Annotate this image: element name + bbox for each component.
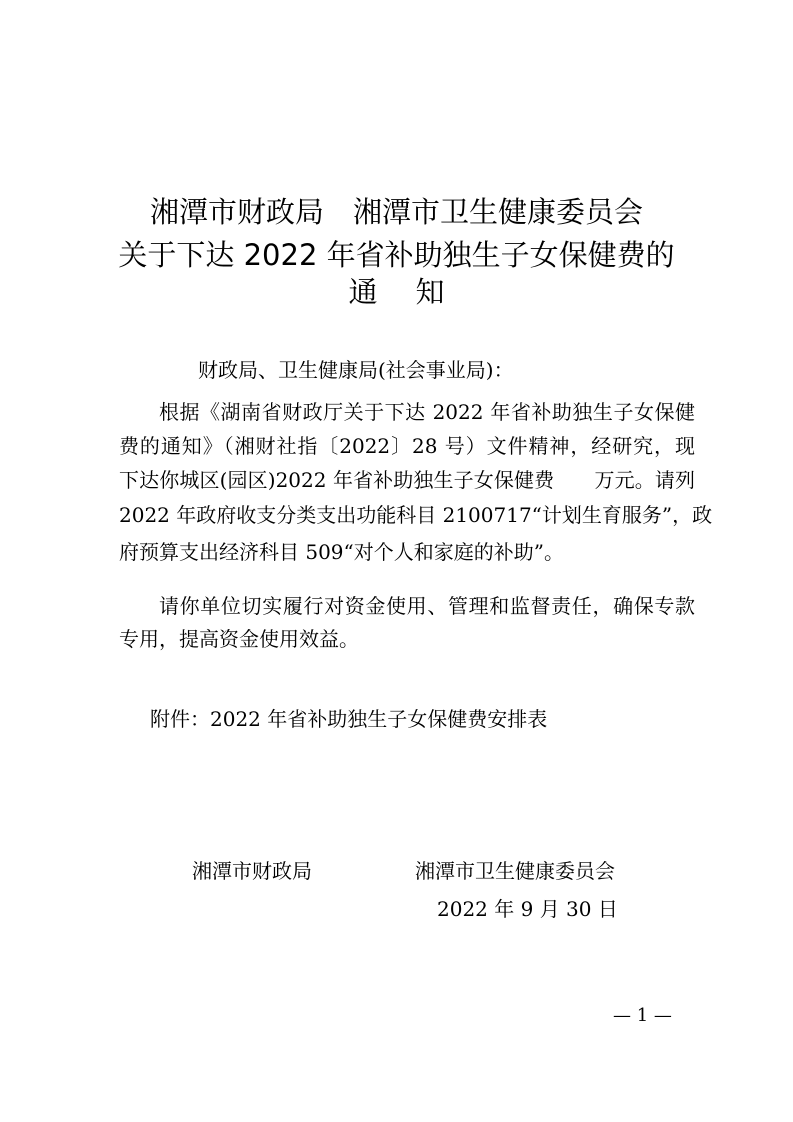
title-notice-text: 通知 bbox=[348, 275, 483, 309]
title-line-subject: 关于下达 2022 年省补助独生子女保健费的 bbox=[118, 238, 675, 272]
addressee: 财政局、卫生健康局(社会事业局)： bbox=[198, 358, 514, 382]
page-number: — 1 — bbox=[613, 1005, 672, 1026]
paragraph-2-line-1: 请你单位切实履行对资金使用、管理和监督责任，确保专款 bbox=[159, 594, 695, 618]
paragraph-1-line-3: 下达你城区(园区)2022 年省补助独生子女保健费 万元。请列 bbox=[119, 468, 695, 492]
signature-finance-bureau: 湘潭市财政局 bbox=[192, 859, 312, 883]
paragraph-1-line-2: 费的通知》（湘财社指〔2022〕28 号）文件精神，经研究，现 bbox=[119, 434, 695, 458]
paragraph-1-line-5: 府预算支出经济科目 509“对个人和家庭的补助”。 bbox=[119, 540, 564, 564]
paragraph-2-line-2: 专用，提高资金使用效益。 bbox=[119, 627, 359, 651]
signature-health-commission: 湘潭市卫生健康委员会 bbox=[415, 859, 615, 883]
attachment-note: 附件：2022 年省补助独生子女保健费安排表 bbox=[150, 707, 548, 731]
title-line-issuers: 湘潭市财政局 湘潭市卫生健康委员会 bbox=[149, 195, 643, 229]
title-line-notice bbox=[0, 272, 793, 312]
paragraph-1-line-4: 2022 年政府收支分类支出功能科目 2100717“计划生育服务”，政 bbox=[119, 503, 713, 527]
paragraph-1-line-1: 根据《湖南省财政厅关于下达 2022 年省补助独生子女保健 bbox=[159, 400, 695, 424]
signature-date: 2022 年 9 月 30 日 bbox=[437, 897, 618, 921]
